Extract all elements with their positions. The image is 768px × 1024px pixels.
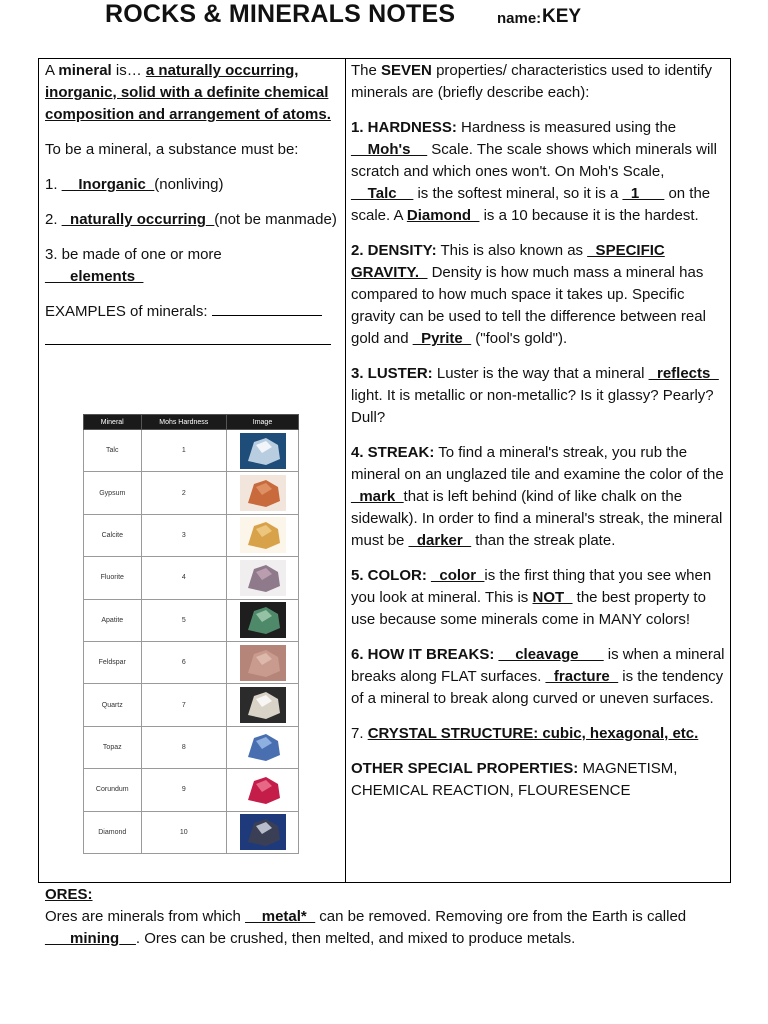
hardness-t3: is the softest mineral, so it is a	[417, 185, 619, 202]
ores-t2: can be removed. Removing ore from the Earth is called	[319, 908, 687, 925]
col-header-mineral: Mineral	[84, 415, 142, 430]
mineral-image-cell	[227, 684, 299, 726]
hardness-a4: Diamond_	[406, 207, 480, 224]
mohs-hardness-cell: 8	[141, 726, 226, 768]
hardness-t1: Hardness is measured using the	[461, 119, 677, 136]
mineral-name-cell: Calcite	[84, 514, 142, 556]
page-title: ROCKS & MINERALS NOTES	[105, 0, 456, 28]
intro-seven: SEVEN	[381, 62, 432, 79]
intro-a: The	[351, 62, 377, 79]
ores-section	[45, 884, 735, 950]
mineral-name-cell: Gypsum	[84, 472, 142, 514]
requirement-2	[45, 209, 341, 231]
mineral-image-cell	[227, 811, 299, 853]
table-row	[84, 684, 299, 726]
table-row	[84, 641, 299, 683]
mineral-image-cell	[227, 599, 299, 641]
hardness-a3: _1___	[622, 185, 665, 202]
table-row	[84, 769, 299, 811]
must-be-text: To be a mineral, a substance must be:	[45, 141, 299, 158]
name-label: name:	[497, 10, 542, 27]
mineral-name-cell: Feldspar	[84, 641, 142, 683]
mineral-image-cell	[227, 514, 299, 556]
req1-num: 1.	[45, 176, 58, 193]
mineral-name-cell: Diamond	[84, 811, 142, 853]
mohs-hardness-cell: 6	[141, 641, 226, 683]
property-color	[351, 565, 726, 631]
mineral-photo	[240, 645, 286, 681]
mohs-hardness-cell: 4	[141, 557, 226, 599]
property-streak	[351, 442, 726, 552]
density-t1: This is also known as	[440, 242, 584, 259]
density-t3: ("fool's gold").	[475, 330, 568, 347]
streak-a1: _mark_	[351, 488, 404, 505]
properties-intro	[351, 60, 726, 104]
intro-b: properties/ characteristics used to identify minerals are (briefly describe each):	[351, 62, 713, 101]
mineral-image-cell	[227, 641, 299, 683]
mohs-hardness-table	[83, 414, 299, 854]
table-row	[84, 811, 299, 853]
mineral-photo	[240, 729, 286, 765]
breaks-label: 6. HOW IT BREAKS:	[351, 646, 495, 663]
mohs-hardness-cell: 7	[141, 684, 226, 726]
breaks-a1: __cleavage___	[498, 646, 604, 663]
property-density	[351, 240, 726, 350]
table-row	[84, 599, 299, 641]
mineral-photo	[240, 475, 286, 511]
examples-line	[45, 301, 341, 352]
mineral-name-cell: Talc	[84, 430, 142, 472]
mineral-image-cell	[227, 726, 299, 768]
column-divider	[345, 58, 346, 883]
req2-rest: (not be manmade)	[214, 211, 337, 228]
requirement-1	[45, 174, 341, 196]
mohs-hardness-cell: 3	[141, 514, 226, 556]
property-luster	[351, 363, 726, 429]
mineral-photo	[240, 772, 286, 808]
property-breaks	[351, 644, 726, 710]
table-row	[84, 514, 299, 556]
luster-label: 3. LUSTER:	[351, 365, 433, 382]
requirement-3	[45, 244, 341, 288]
ores-text	[45, 906, 735, 950]
breaks-a2: _fracture_	[545, 668, 619, 685]
hardness-t5: is a 10 because it is the hardest.	[483, 207, 699, 224]
col-header-hardness: Mohs Hardness	[141, 415, 226, 430]
property-hardness	[351, 117, 726, 227]
breaks-t1: is when a mineral breaks along FLAT surfaces.	[351, 646, 725, 685]
def-answer: a naturally occurring, inorganic, solid with a definite chemical composition and arrangement of atoms.	[45, 62, 331, 123]
mineral-image-cell	[227, 430, 299, 472]
luster-a1: _reflects_	[648, 365, 719, 382]
hardness-a1: __Moh's__	[351, 141, 428, 158]
other-label: OTHER SPECIAL PROPERTIES:	[351, 760, 579, 777]
crystal-num: 7.	[351, 725, 364, 742]
luster-t2: light. It is metallic or non-metallic? Is it glassy? Pearly? Dull?	[351, 387, 714, 426]
def-intro: A	[45, 62, 55, 79]
mohs-hardness-cell: 1	[141, 430, 226, 472]
mineral-image-cell	[227, 557, 299, 599]
mineral-image-cell	[227, 769, 299, 811]
examples-blank-2	[45, 331, 331, 345]
color-label: 5. COLOR:	[351, 567, 427, 584]
hardness-t2: Scale. The scale shows which minerals will scratch and which ones won't. On Moh's Scale,	[351, 141, 717, 180]
mineral-name-cell: Fluorite	[84, 557, 142, 599]
table-row	[84, 472, 299, 514]
other-text: MAGNETISM, CHEMICAL REACTION, FLOURESENCE	[351, 760, 678, 799]
streak-t3: than the streak plate.	[475, 532, 616, 549]
streak-t1: To find a mineral's streak, you rub the mineral on an unglazed tile and examine the color of the	[351, 444, 724, 483]
color-t1: is the first thing that you see when you look at mineral. This is	[351, 567, 712, 606]
property-crystal	[351, 723, 726, 745]
luster-t1: Luster is the way that a mineral	[436, 365, 645, 382]
table-row	[84, 726, 299, 768]
req3-answer: ___elements_	[45, 268, 144, 285]
req2-num: 2.	[45, 211, 58, 228]
mineral-photo	[240, 602, 286, 638]
color-t2: the best property to use because some minerals come in MANY colors!	[351, 589, 706, 628]
name-value: KEY	[542, 6, 582, 27]
mineral-photo	[240, 814, 286, 850]
color-a1: _color_	[431, 567, 485, 584]
mineral-photo	[240, 560, 286, 596]
mineral-name-cell: Topaz	[84, 726, 142, 768]
req2-answer: _naturally occurring_	[61, 211, 215, 228]
ores-a2: ___mining__	[45, 930, 136, 947]
density-t2: Density is how much mass a mineral has compared to how much space it takes up. Specific gravity can be used to tell the difference between real gold and	[351, 264, 706, 347]
mineral-image-cell	[227, 472, 299, 514]
mineral-definition	[45, 60, 341, 126]
right-column	[351, 60, 726, 815]
density-a1: _SPECIFIC GRAVITY._	[351, 242, 665, 281]
breaks-t2: is the tendency of a mineral to break along curved or uneven surfaces.	[351, 668, 724, 707]
mineral-photo	[240, 687, 286, 723]
ores-heading: ORES:	[45, 886, 93, 903]
mineral-photo	[240, 517, 286, 553]
mineral-name-cell: Apatite	[84, 599, 142, 641]
mineral-name-cell: Corundum	[84, 769, 142, 811]
mineral-photo	[240, 433, 286, 469]
def-word: mineral	[58, 62, 112, 79]
mohs-hardness-cell: 5	[141, 599, 226, 641]
hardness-a2: __Talc__	[351, 185, 414, 202]
table-row	[84, 430, 299, 472]
ores-t1: Ores are minerals from which	[45, 908, 241, 925]
color-a2: NOT_	[532, 589, 573, 606]
mohs-hardness-cell: 2	[141, 472, 226, 514]
mohs-hardness-cell: 9	[141, 769, 226, 811]
def-mid: is…	[115, 62, 142, 79]
table-row	[84, 557, 299, 599]
examples-label: EXAMPLES of minerals:	[45, 303, 208, 320]
hardness-label: 1. HARDNESS:	[351, 119, 457, 136]
mohs-hardness-cell: 10	[141, 811, 226, 853]
other-properties	[351, 758, 726, 802]
req1-answer: __Inorganic_	[61, 176, 155, 193]
crystal-text: CRYSTAL STRUCTURE: cubic, hexagonal, etc.	[367, 725, 699, 742]
req3-text: 3. be made of one or more	[45, 246, 222, 263]
req1-rest: (nonliving)	[154, 176, 224, 193]
hardness-t4: on the scale. A	[351, 185, 711, 224]
table-header-row	[84, 415, 299, 430]
ores-a1: __metal*_	[245, 908, 316, 925]
examples-blank	[212, 302, 322, 316]
streak-a2: _darker_	[408, 532, 472, 549]
streak-t2: that is left behind (kind of like chalk on the sidewalk). In order to find a mineral's streak, the mineral must be	[351, 488, 723, 549]
ores-t3: . Ores can be crushed, then melted, and mixed to produce metals.	[135, 930, 576, 947]
col-header-image: Image	[227, 415, 299, 430]
density-a2: _Pyrite_	[412, 330, 472, 347]
mineral-name-cell: Quartz	[84, 684, 142, 726]
left-column	[45, 60, 341, 365]
streak-label: 4. STREAK:	[351, 444, 435, 461]
density-label: 2. DENSITY:	[351, 242, 437, 259]
